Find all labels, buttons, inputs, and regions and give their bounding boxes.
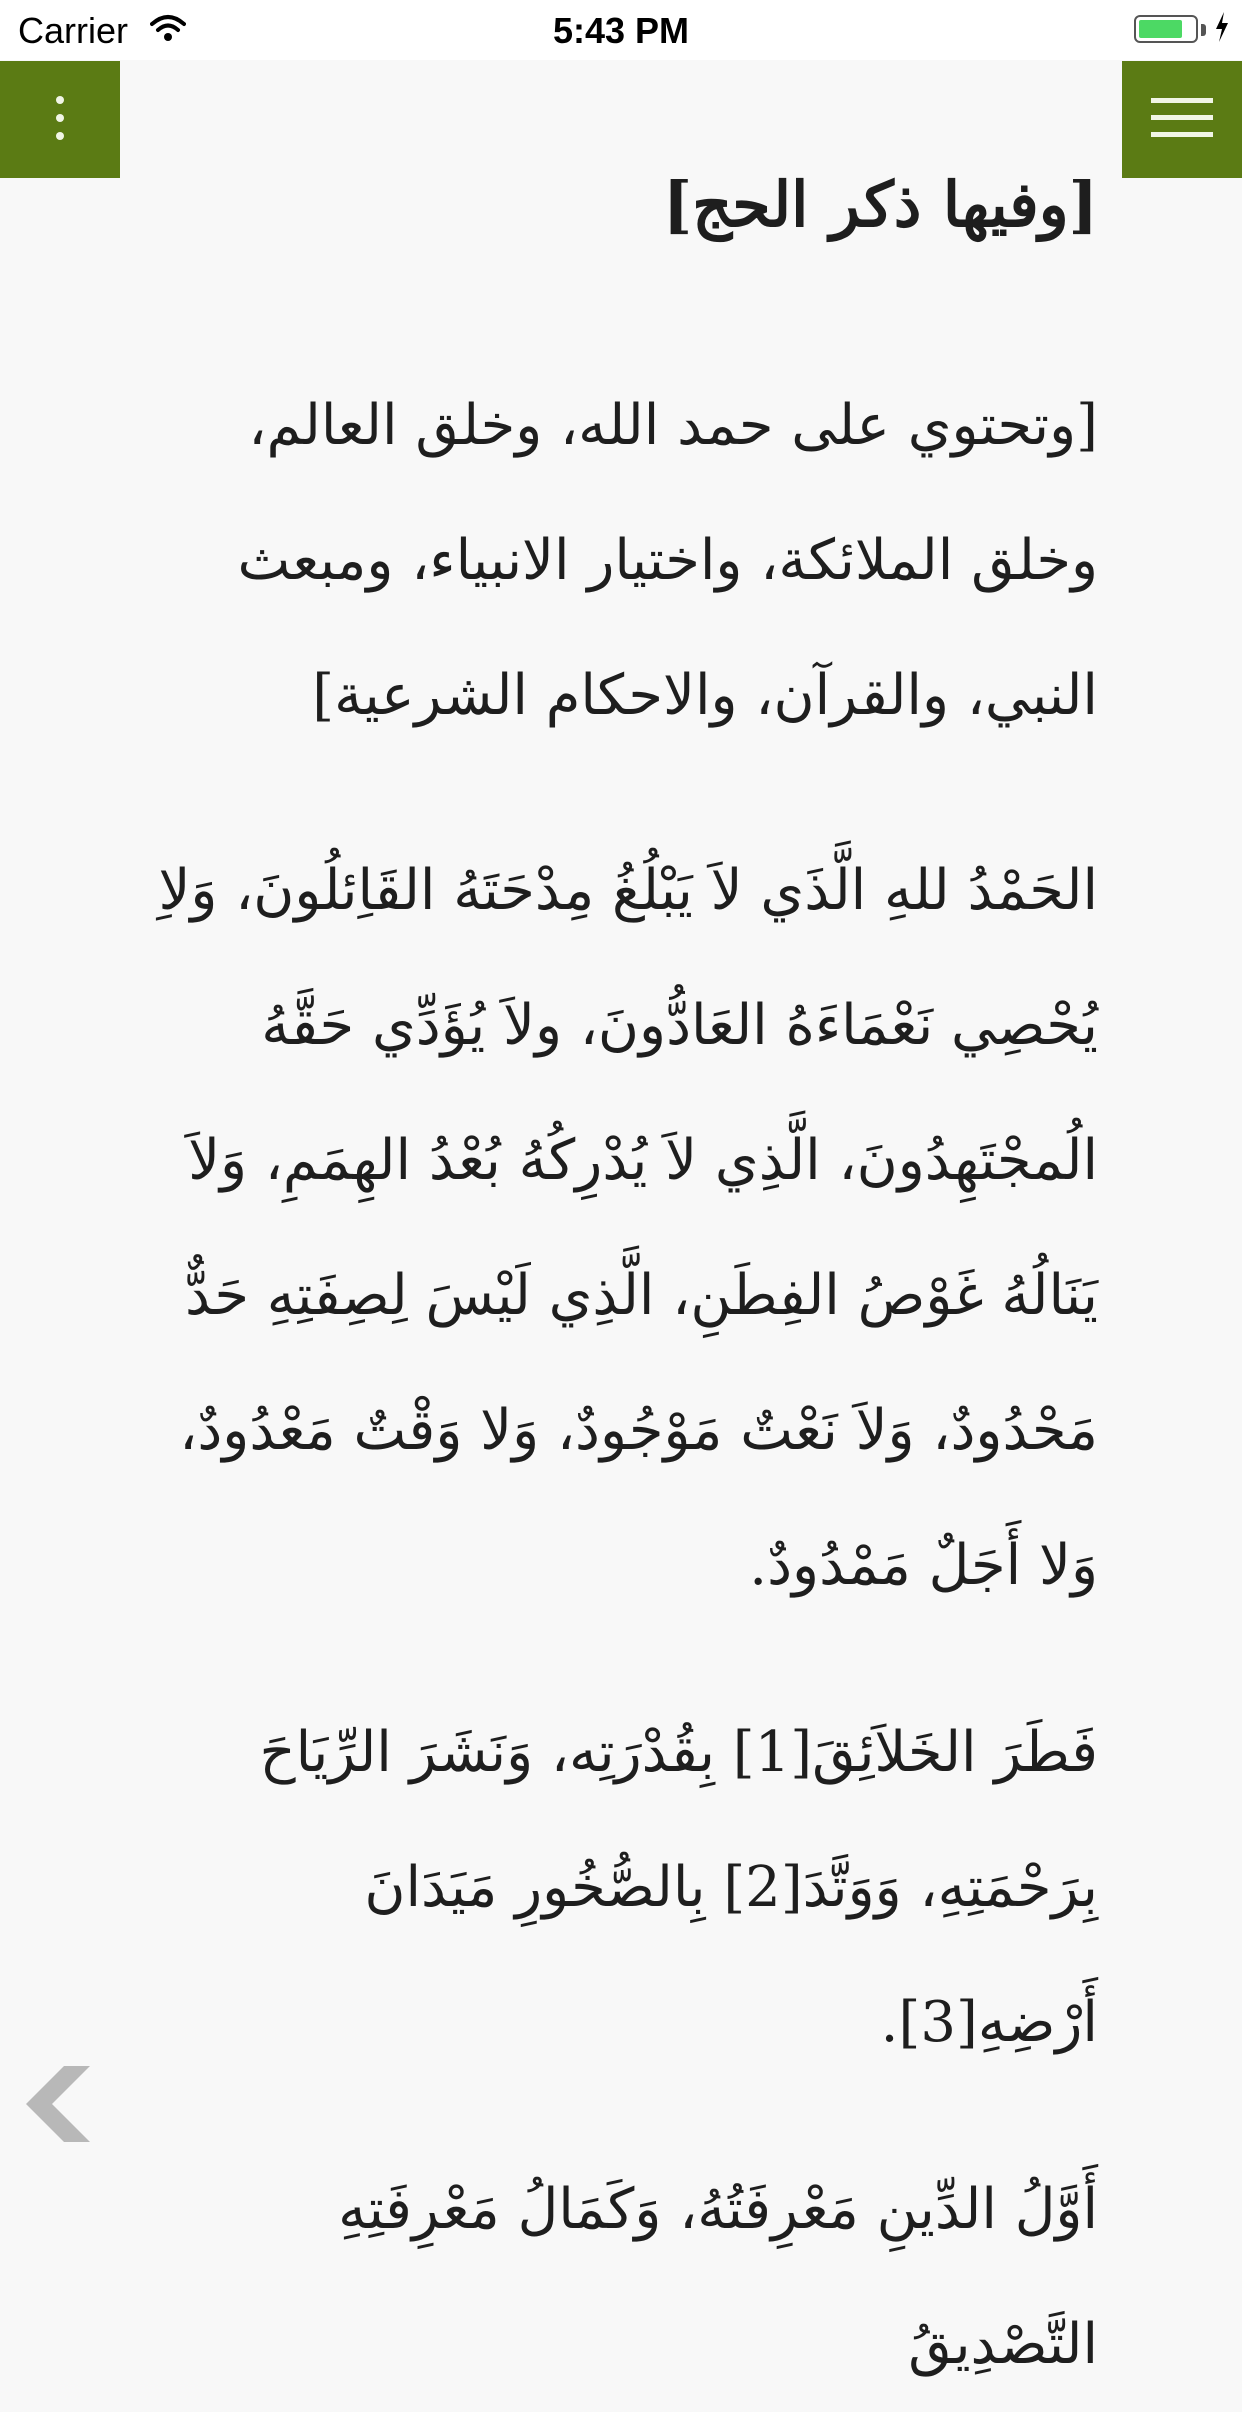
status-time: 5:43 PM bbox=[552, 10, 690, 51]
text-paragraph: الحَمْدُ للهِ الَّذَي لاَ يَبْلُغُ مِدْحَتَهُ القَاِئلُونَ، وَلاِ يُحْصِي نَعْمَاءَهُ العَادُّونَ، ولاَ يُؤَدِّي حَقَّهُ الُمجْتَهِدُونَ، الَّذِي لاَ يُدْرِكُهُ بُعْدُ الهِمَمِ، وَلاَ يَنَالُهُ غَوْصُ الفِطَنِ، الَّذِي لَيْسَ لِصِفَتِهِ حَدٌّ مَحْدُودٌ، وَلاَ نَعْتٌ مَوْجُودٌ، وَلا وَقْتٌ مَعْدُودٌ، وَلا أَجَلٌ مَمْدُودٌ. bbox=[158, 858, 1098, 1598]
status-bar bbox=[0, 0, 1242, 60]
text-paragraph: فَطَرَ الخَلاَئِقَ[1] بِقُدْرَتِه، وَنَشَرَ الرِّيَاحَ بِرَحْمَتِهِ، وَوَتَّدَ[2] بِالصُّخُورِ مَيَدَانَ أَرْضِهِ[3]. bbox=[259, 1720, 1098, 2055]
battery-level bbox=[1139, 20, 1182, 38]
battery-cap bbox=[1201, 24, 1206, 36]
options-button[interactable] bbox=[0, 61, 120, 178]
reading-content bbox=[150, 140, 1098, 2412]
intro-paragraph: [وتحتوي على حمد الله، وخلق العالم، وخلق الملائكة، واختيار الانبياء، ومبعث النبي، والقرآن، والاحكام الشرعية] bbox=[237, 393, 1098, 728]
text-paragraph: أَوَّلُ الدِّينِ مَعْرِفَتُهُ، وَكَمَالُ مَعْرِفَتِهِ التَّصْدِيقُ bbox=[338, 2177, 1098, 2377]
more-vertical-icon bbox=[54, 94, 66, 146]
carrier-label: Carrier bbox=[18, 10, 129, 51]
hamburger-menu-icon bbox=[1151, 96, 1213, 144]
back-button[interactable] bbox=[26, 2066, 92, 2146]
bolt-icon bbox=[1214, 12, 1230, 47]
menu-button[interactable] bbox=[1122, 61, 1242, 178]
chevron-left-icon bbox=[26, 2127, 92, 2146]
chapter-title: [وفيها ذكر الحج] bbox=[662, 168, 1098, 241]
battery-icon bbox=[1134, 15, 1198, 43]
